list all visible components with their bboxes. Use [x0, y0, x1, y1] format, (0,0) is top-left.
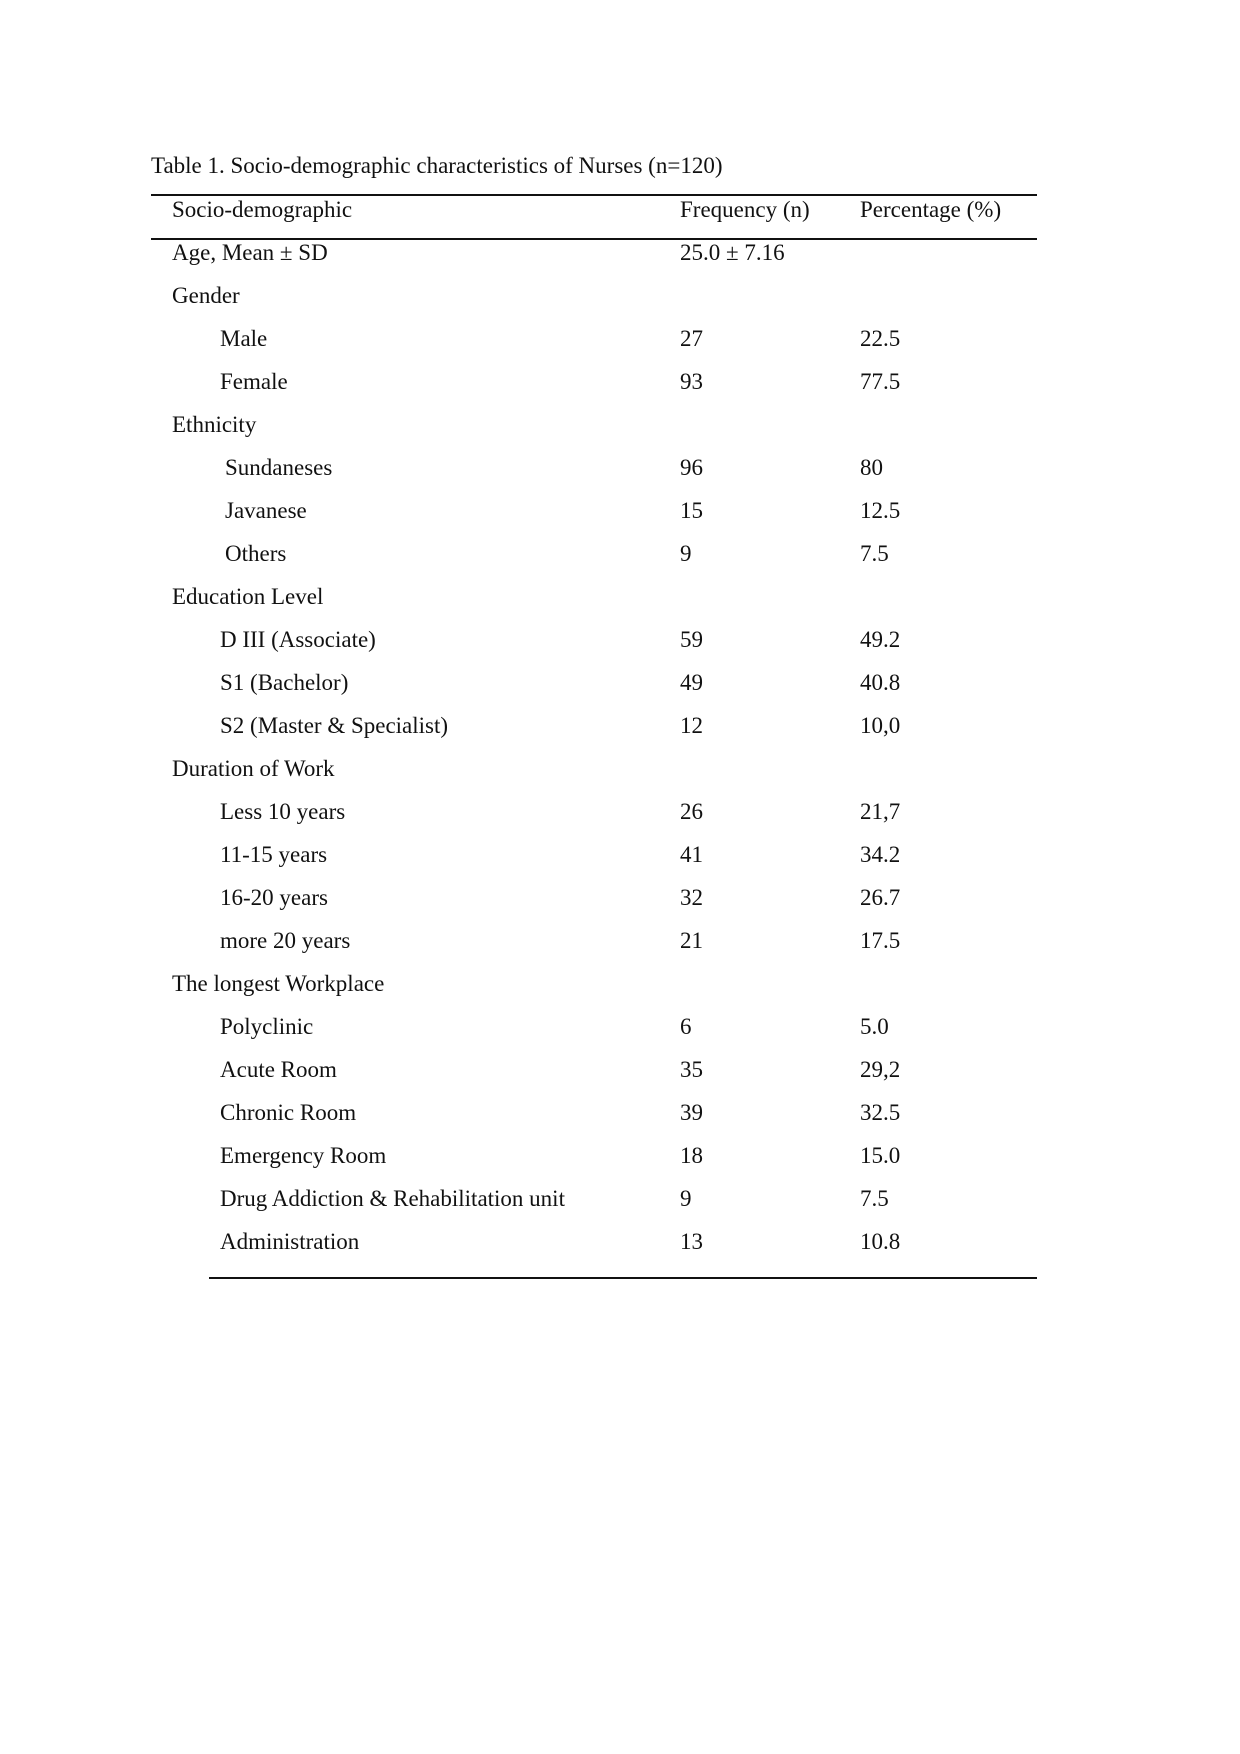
table-row: [0, 410, 1240, 440]
table-row: [0, 969, 1240, 999]
table-row: [0, 367, 1240, 397]
row-percentage: 32.5: [860, 1100, 901, 1125]
row-label: Administration: [220, 1229, 360, 1254]
row-label: Male: [220, 326, 268, 351]
table-row: [0, 711, 1240, 741]
row-label: Others: [225, 541, 287, 566]
row-frequency: 49: [680, 670, 703, 695]
row-frequency: 12: [680, 713, 703, 738]
row-label: 16-20 years: [220, 885, 328, 910]
row-percentage: 77.5: [860, 369, 901, 394]
table-row: [0, 238, 1240, 268]
row-label: 11-15 years: [220, 842, 328, 867]
row-label: Gender: [172, 283, 240, 308]
table-row: [0, 668, 1240, 698]
table-row: [0, 883, 1240, 913]
row-percentage: 21,7: [860, 799, 901, 824]
row-frequency: 35: [680, 1057, 703, 1082]
row-percentage: 5.0: [860, 1014, 889, 1039]
row-label: D III (Associate): [220, 627, 376, 652]
row-percentage: 10,0: [860, 713, 901, 738]
table-row: [0, 324, 1240, 354]
row-label: Javanese: [225, 498, 307, 523]
row-percentage: 15.0: [860, 1143, 901, 1168]
table-header-row: [0, 195, 1240, 225]
header-socio-demographic: Socio-demographic: [172, 197, 353, 222]
table-row: [0, 625, 1240, 655]
table-row: [0, 281, 1240, 311]
table-row: [0, 582, 1240, 612]
row-percentage: 40.8: [860, 670, 901, 695]
row-percentage: 26.7: [860, 885, 901, 910]
table-bottom-rule: [209, 1277, 1037, 1279]
table-row: [0, 1055, 1240, 1085]
row-label: Acute Room: [220, 1057, 337, 1082]
row-label: S1 (Bachelor): [220, 670, 349, 695]
row-label: Sundaneses: [225, 455, 333, 480]
header-frequency: Frequency (n): [680, 197, 810, 222]
table-row: [0, 754, 1240, 784]
row-frequency: 39: [680, 1100, 703, 1125]
row-label: Chronic Room: [220, 1100, 357, 1125]
row-frequency: 59: [680, 627, 703, 652]
table-row: [0, 1141, 1240, 1171]
row-label: Emergency Room: [220, 1143, 387, 1168]
row-frequency: 26: [680, 799, 703, 824]
table-row: [0, 539, 1240, 569]
table-row: [0, 926, 1240, 956]
row-percentage: 22.5: [860, 326, 901, 351]
row-frequency: 41: [680, 842, 703, 867]
row-frequency: 21: [680, 928, 703, 953]
row-label: more 20 years: [220, 928, 351, 953]
table-row: [0, 1012, 1240, 1042]
row-percentage: 80: [860, 455, 883, 480]
table-row: [0, 1098, 1240, 1128]
table-row: [0, 1227, 1240, 1257]
row-percentage: 29,2: [860, 1057, 901, 1082]
row-percentage: 17.5: [860, 928, 901, 953]
row-percentage: 10.8: [860, 1229, 901, 1254]
table-row: [0, 453, 1240, 483]
row-frequency: 9: [680, 1186, 692, 1211]
row-label: The longest Workplace: [172, 971, 385, 996]
row-label: S2 (Master & Specialist): [220, 713, 449, 738]
table-row: [0, 496, 1240, 526]
table-row: [0, 840, 1240, 870]
row-frequency: 13: [680, 1229, 703, 1254]
row-frequency: 93: [680, 369, 703, 394]
row-label: Age, Mean ± SD: [172, 240, 328, 265]
row-percentage: 7.5: [860, 1186, 889, 1211]
table-row: [0, 797, 1240, 827]
table-row: [0, 1184, 1240, 1214]
row-frequency: 25.0 ± 7.16: [680, 240, 785, 265]
row-frequency: 9: [680, 541, 692, 566]
row-frequency: 32: [680, 885, 703, 910]
row-frequency: 6: [680, 1014, 692, 1039]
row-percentage: 7.5: [860, 541, 889, 566]
row-label: Ethnicity: [172, 412, 257, 437]
table-caption: Table 1. Socio-demographic characteristics of Nurses (n=120): [151, 153, 723, 178]
row-label: Polyclinic: [220, 1014, 314, 1039]
row-frequency: 96: [680, 455, 703, 480]
row-percentage: 49.2: [860, 627, 901, 652]
row-percentage: 34.2: [860, 842, 901, 867]
header-percentage: Percentage (%): [860, 197, 1002, 222]
row-percentage: 12.5: [860, 498, 901, 523]
row-frequency: 15: [680, 498, 703, 523]
row-label: Drug Addiction & Rehabilitation unit: [220, 1186, 565, 1211]
row-label: Education Level: [172, 584, 324, 609]
row-frequency: 27: [680, 326, 703, 351]
row-frequency: 18: [680, 1143, 703, 1168]
row-label: Duration of Work: [172, 756, 335, 781]
row-label: Less 10 years: [220, 799, 346, 824]
row-label: Female: [220, 369, 288, 394]
